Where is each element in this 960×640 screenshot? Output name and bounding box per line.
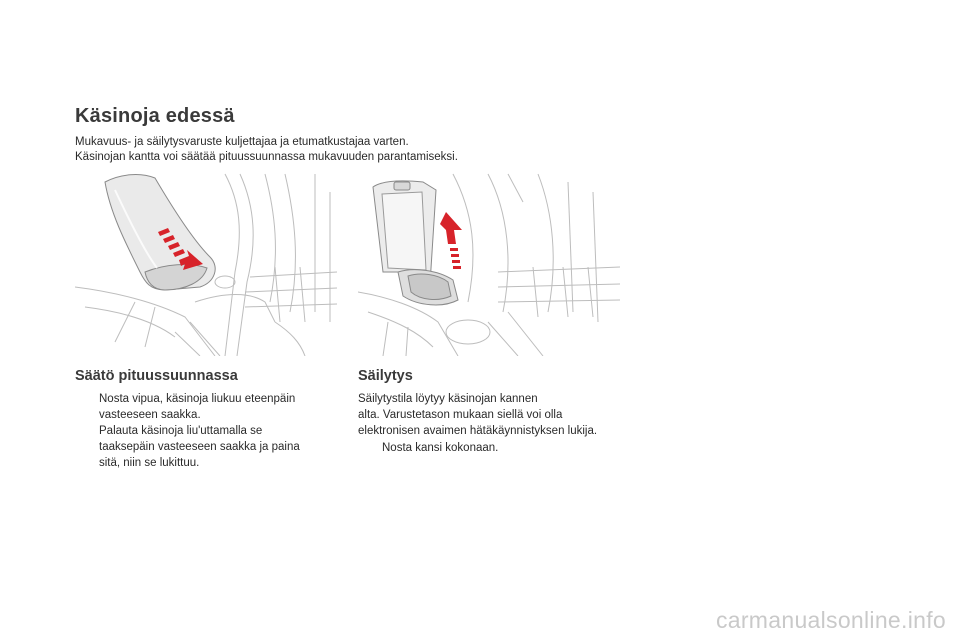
intro-text: [75, 135, 458, 165]
step-line: Nosta vipua, käsinoja liukuu eteenpäin: [99, 393, 296, 405]
armrest-slide-drawing: [75, 172, 337, 356]
list-item: [75, 391, 325, 423]
step-line: vasteeseen saakka.: [99, 409, 201, 421]
step-line: sitä, niin se lukittuu.: [99, 457, 200, 469]
page-title: Käsinoja edessä: [75, 105, 235, 127]
intro-line: Käsinojan kantta voi säätää pituussuunnassa mukavuuden parantamiseksi.: [75, 151, 458, 163]
storage-heading: Säilytys: [358, 368, 413, 384]
paragraph-line: alta. Varustetason mukaan siellä voi olla: [358, 409, 563, 421]
lift-arrow-icon: [440, 212, 462, 269]
paragraph-line: elektronisen avaimen hätäkäynnistyksen lukija.: [358, 425, 598, 437]
storage-paragraph: [358, 391, 633, 439]
armrest-storage-drawing: [358, 172, 620, 356]
step-line: Palauta käsinoja liu'uttamalla se: [99, 425, 263, 437]
intro-line: Mukavuus- ja säilytysvaruste kuljettajaa ja etumatkustajaa varten.: [75, 136, 409, 148]
armrest-storage-illustration: [358, 172, 620, 356]
list-item: [358, 440, 628, 456]
adjust-steps-list: [75, 391, 325, 471]
step-line: taaksepäin vasteeseen saakka ja paina: [99, 441, 300, 453]
storage-steps-list: [358, 440, 628, 456]
list-item: [75, 423, 325, 471]
adjust-heading: Säätö pituussuunnassa: [75, 368, 238, 384]
armrest-slide-illustration: [75, 172, 337, 356]
step-line: Nosta kansi kokonaan.: [382, 442, 499, 454]
watermark-text: carmanualsonline.info: [715, 607, 946, 633]
paragraph-line: Säilytystila löytyy käsinojan kannen: [358, 393, 538, 405]
